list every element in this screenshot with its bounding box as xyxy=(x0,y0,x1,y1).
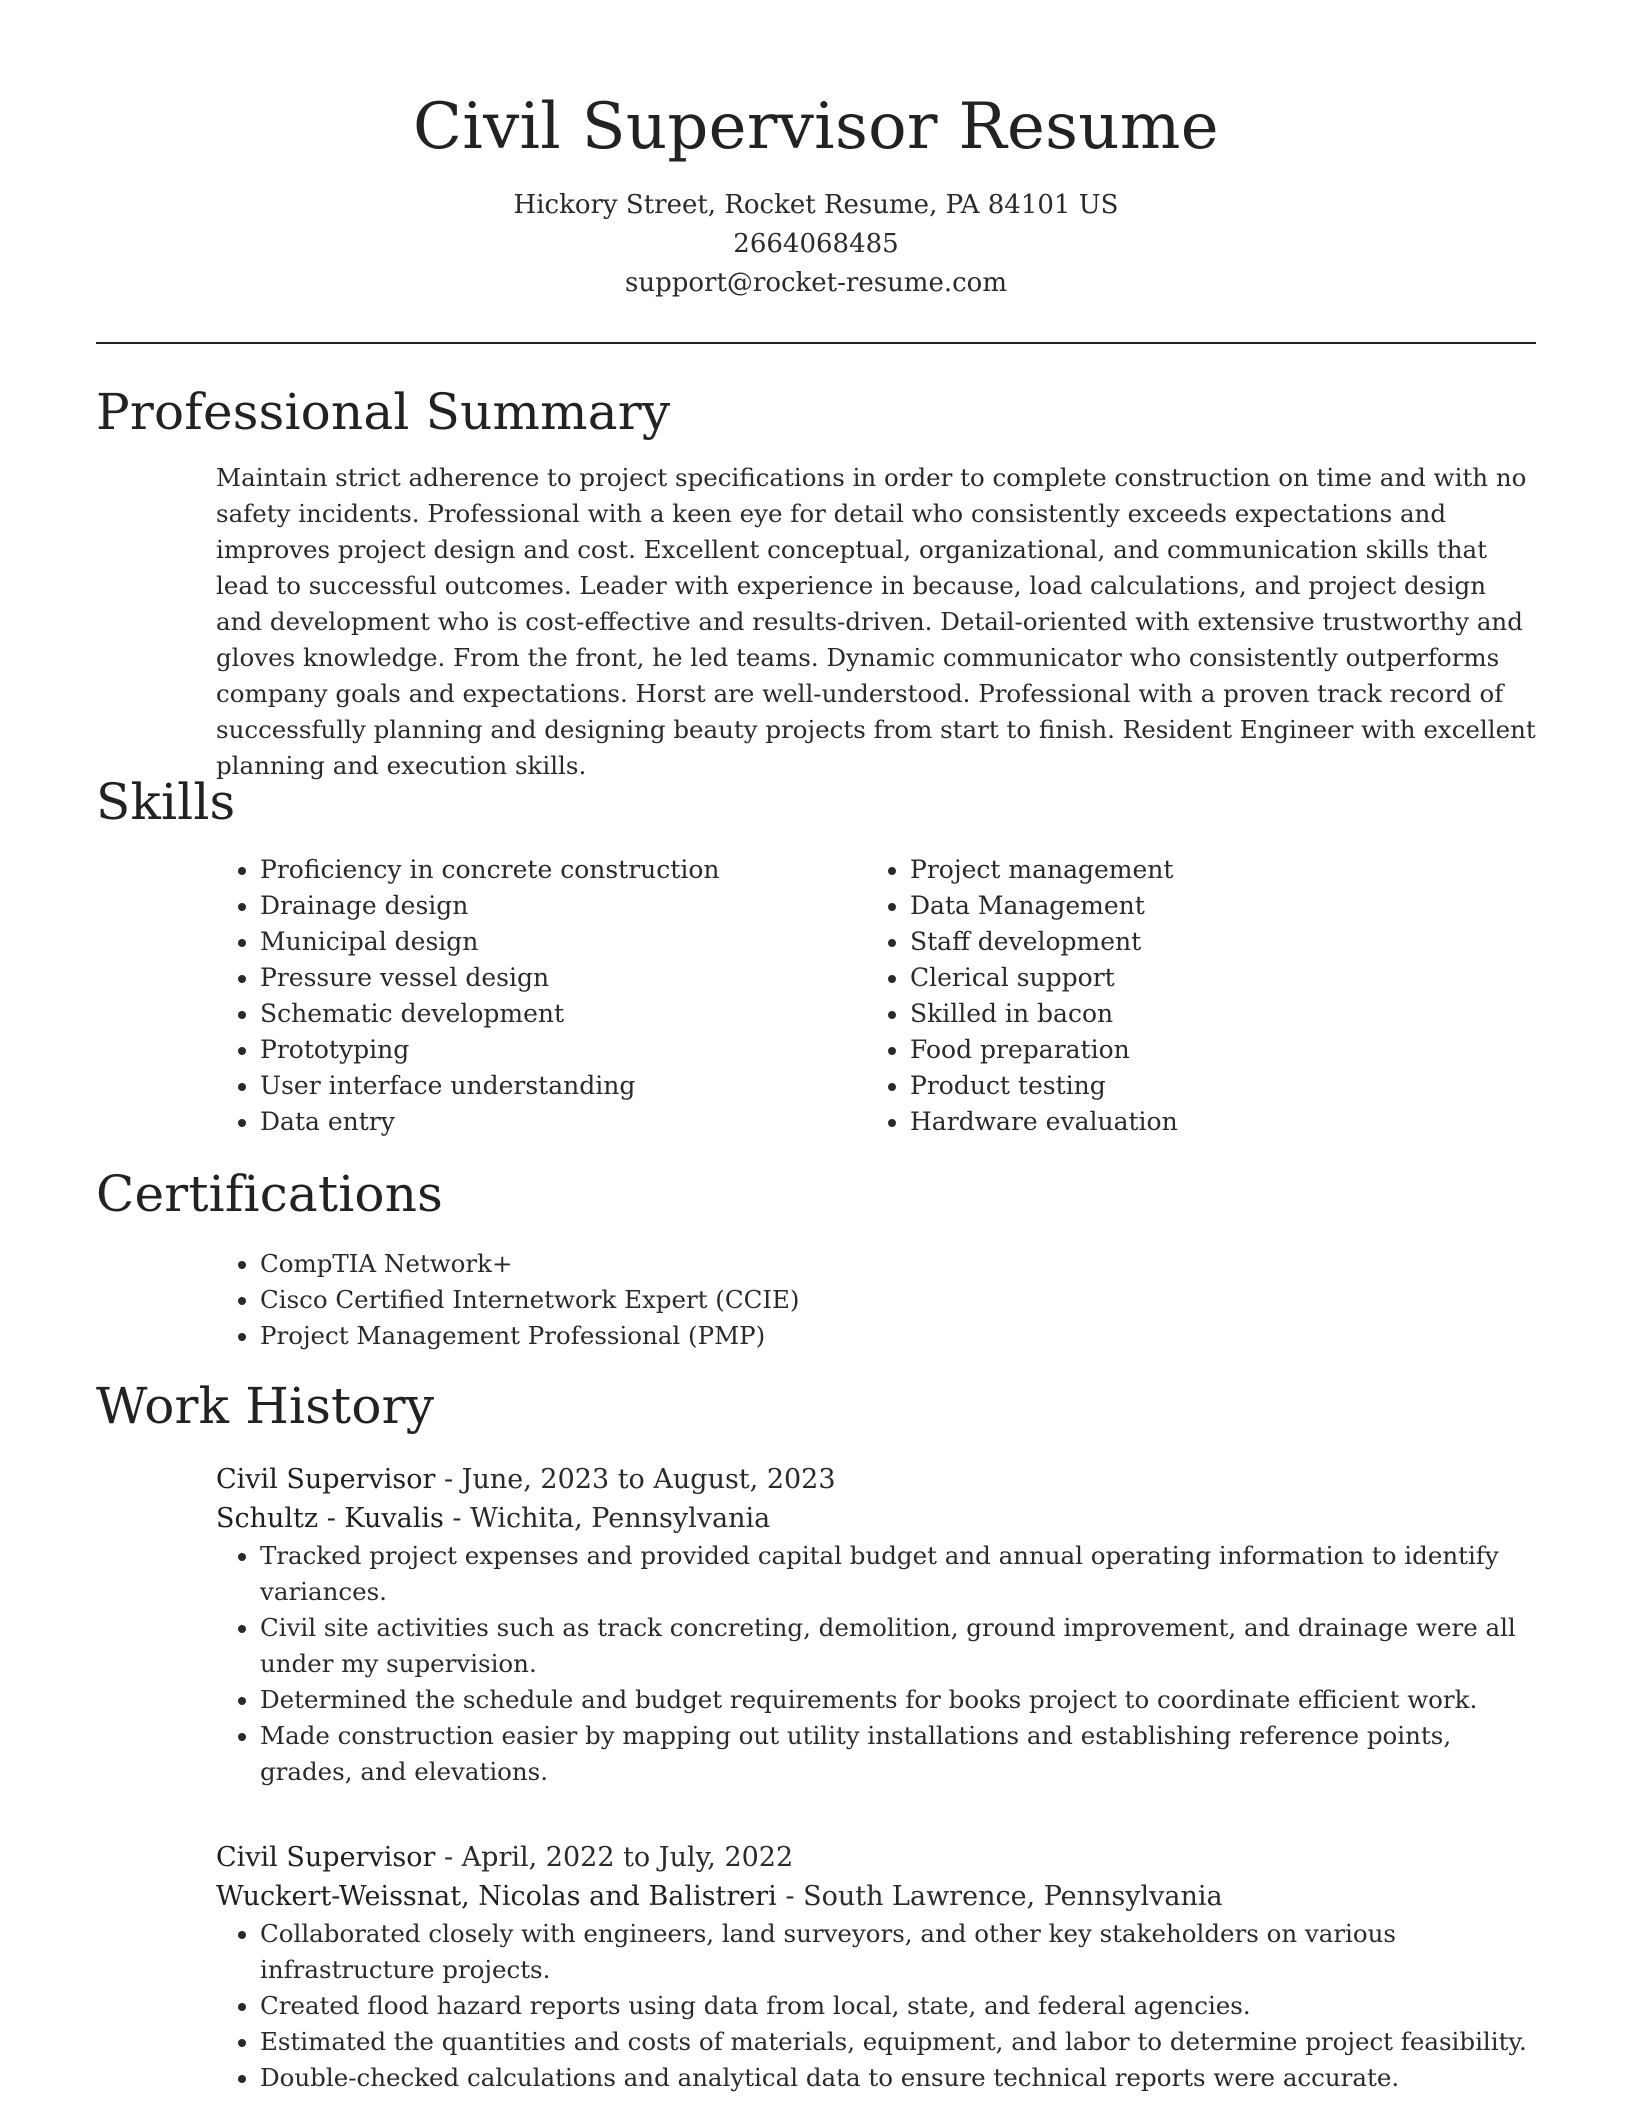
section-title-work-history: Work History xyxy=(96,1377,435,1435)
job-bullet: • Civil site activities such as track concreting, demolition, ground improvement, and drainage were all under my supervision. xyxy=(260,1610,1536,1682)
job-company: Wuckert-Weissnat, Nicolas and Balistreri xyxy=(216,1881,777,1912)
resume-header xyxy=(96,88,1536,303)
job-bullet: • Made construction easier by mapping out utility installations and establishing reference points, grades, and elevations. xyxy=(260,1718,1536,1790)
job-title: Civil Supervisor xyxy=(216,1464,436,1495)
skills-column-left xyxy=(216,852,816,1140)
job-dates: - April, 2022 to July, 2022 xyxy=(435,1842,794,1873)
contact-email: support@rocket-resume.com xyxy=(624,268,1007,298)
job-dates: - June, 2023 to August, 2023 xyxy=(435,1464,836,1495)
skill-item: • Municipal design xyxy=(260,924,816,960)
job-bullets xyxy=(216,1538,1536,1790)
header-divider xyxy=(96,342,1536,344)
job-bullet: • Created flood hazard reports using data from local, state, and federal agencies. xyxy=(260,1988,1536,2024)
job-title-line xyxy=(216,1838,1536,1877)
skill-item: • Prototyping xyxy=(260,1032,816,1068)
certifications-list xyxy=(216,1246,1536,1354)
job-location: - South Lawrence, Pennsylvania xyxy=(776,1881,1223,1912)
certification-item: • Project Management Professional (PMP) xyxy=(260,1318,1536,1354)
skill-item: • User interface understanding xyxy=(260,1068,816,1104)
skill-item: • Drainage design xyxy=(260,888,816,924)
skill-item: • Project management xyxy=(910,852,1466,888)
contact-block xyxy=(96,186,1536,303)
skill-item: • Food preparation xyxy=(910,1032,1466,1068)
contact-address: Hickory Street, Rocket Resume, PA 84101 US xyxy=(513,190,1119,220)
section-title-certifications: Certifications xyxy=(96,1165,443,1223)
skill-item: • Proficiency in concrete construction xyxy=(260,852,816,888)
skill-item: • Skilled in bacon xyxy=(910,996,1466,1032)
skill-item: • Data Management xyxy=(910,888,1466,924)
job-company: Schultz - Kuvalis xyxy=(216,1503,444,1534)
job-company-line xyxy=(216,1499,1536,1538)
skill-item: • Pressure vessel design xyxy=(260,960,816,996)
job-company-line xyxy=(216,1877,1536,1916)
job-bullet: • Determined the schedule and budget requirements for books project to coordinate efficient work. xyxy=(260,1682,1536,1718)
certification-item: • CompTIA Network+ xyxy=(260,1246,1536,1282)
job-bullet: • Double-checked calculations and analytical data to ensure technical reports were accurate. xyxy=(260,2060,1536,2096)
skill-item: • Product testing xyxy=(910,1068,1466,1104)
certification-item: • Cisco Certified Internetwork Expert (CCIE) xyxy=(260,1282,1536,1318)
contact-phone: 2664068485 xyxy=(733,229,899,259)
job-location: - Wichita, Pennsylvania xyxy=(443,1503,771,1534)
skills-column-right xyxy=(866,852,1466,1140)
skill-item: • Clerical support xyxy=(910,960,1466,996)
job-bullet: • Collaborated closely with engineers, land surveyors, and other key stakeholders on various infrastructure projects. xyxy=(260,1916,1536,1988)
job-bullet: • Estimated the quantities and costs of materials, equipment, and labor to determine project feasibility. xyxy=(260,2024,1536,2060)
skill-item: • Hardware evaluation xyxy=(910,1104,1466,1140)
job-bullets xyxy=(216,1916,1536,2096)
skill-item: • Schematic development xyxy=(260,996,816,1032)
job-title-line xyxy=(216,1460,1536,1499)
section-title-skills: Skills xyxy=(96,773,236,831)
skill-item: • Data entry xyxy=(260,1104,816,1140)
job-header xyxy=(216,1838,1536,1916)
skill-item: • Staff development xyxy=(910,924,1466,960)
job-header xyxy=(216,1460,1536,1538)
job-bullet: • Tracked project expenses and provided capital budget and annual operating information to identify variances. xyxy=(260,1538,1536,1610)
summary-text: Maintain strict adherence to project specifications in order to complete construction on time and with no safety incidents. Professional with a keen eye for detail who consistently exceeds expectations and improves project design and cost. Excellent conceptual, organizational, and communication skills that lead to successful outcomes. Leader with experience in because, load calculations, and project design and development who is cost-effective and results-driven. Detail-oriented with extensive trustworthy and gloves knowledge. From the front, he led teams. Dynamic communicator who consistently outperforms company goals and expectations. Horst are well-understood. Professional with a proven track record of successfully planning and designing beauty projects from start to finish. Resident Engineer with excellent planning and execution skills. xyxy=(216,463,1536,780)
resume-title: Civil Supervisor Resume xyxy=(413,90,1219,164)
section-title-summary: Professional Summary xyxy=(96,383,671,441)
job-title: Civil Supervisor xyxy=(216,1842,436,1873)
